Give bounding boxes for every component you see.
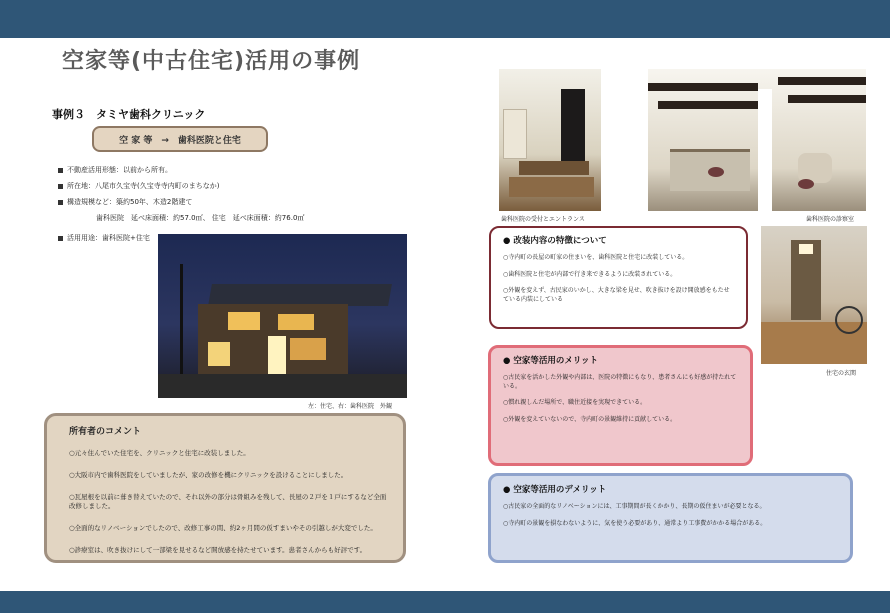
merits-item: ○慣れ親しんだ場所で、職住近接を実現できている。 bbox=[503, 399, 647, 407]
exterior-photo bbox=[158, 234, 407, 398]
entrance-photo bbox=[761, 226, 867, 364]
fact-ownership: 不動産活用形態：以前から所有。 bbox=[58, 166, 378, 182]
features-title: ● 改装内容の特徴について bbox=[503, 236, 607, 246]
owner-comment-item: ○元々住んでいた住宅を、クリニックと住宅に改装しました。 bbox=[69, 449, 250, 457]
merits-item: ○古民家を活かした外観や内部は、医院の特徴にもなり、患者さんにも好感が持たれている。 bbox=[503, 374, 737, 390]
bottom-band bbox=[0, 591, 890, 613]
owner-comment-box bbox=[44, 413, 406, 563]
demerits-item: ○古民家の全面的なリノベーションには、工事期間が長くかかり、長期の仮住まいが必要となる。 bbox=[503, 503, 766, 510]
exam-room-caption: 歯科医院の診察室 bbox=[806, 216, 855, 223]
demerits-title: ● 空家等活用のデメリット bbox=[503, 485, 607, 495]
reception-photo bbox=[499, 69, 601, 211]
exam-room-photo bbox=[648, 69, 866, 211]
fact-usage: 活用用途：歯科医院+住宅 bbox=[58, 234, 378, 250]
case-title: 事例３ タミヤ歯科クリニック bbox=[52, 108, 206, 121]
merits-box bbox=[488, 345, 753, 466]
features-item: ○寺内町の長屋の町家の住まいを、歯科医院と住宅に改装している。 bbox=[503, 254, 689, 261]
features-box bbox=[489, 226, 748, 329]
conversion-badge: 空 家 等 → 歯科医院と住宅 bbox=[92, 126, 268, 152]
reception-caption: 歯科医院の受付とエントランス bbox=[501, 216, 585, 223]
demerits-box bbox=[488, 473, 853, 563]
owner-comment-item: ○大阪市内で歯科医院をしていましたが、家の改修を機にクリニックを設けることにしました。 bbox=[69, 470, 348, 479]
owner-comment-item: ○全面的なリノベーションでしたので、改修工事の間、約2ヶ月間の仮すまいやその引越しが大変でした。 bbox=[69, 524, 377, 532]
owner-comment-item: ○瓦屋根を以前に葺き替えていたので、それ以外の部分は骨組みを残して、長屋の２戸を１戸にするなど全面改修しました。 bbox=[69, 492, 387, 511]
features-item: ○外観を変えず、古民家のいかし、大きな梁を見せ、吹き抜けを設け開放感をもたせている内装にしている bbox=[503, 287, 730, 304]
entrance-caption: 住宅の玄関 bbox=[826, 370, 857, 377]
exterior-caption: 左：住宅、右：歯科医院 外観 bbox=[308, 403, 393, 410]
top-band bbox=[0, 0, 890, 38]
fact-structure: 構造規模など：築約50年、木造2階建て bbox=[58, 198, 378, 214]
fact-floor-area: 歯科医院 延べ床面積：約57.0㎡、 住宅 延べ床面積：約76.0㎡ bbox=[96, 214, 305, 222]
demerits-item: ○寺内町の景観を損なわないように、気を使う必要があり、通常より工事費がかかる場合がある。 bbox=[503, 519, 767, 527]
owner-comment-item: ○診療室は、吹き抜けにして一部梁を見せるなど開放感を持たせています。患者さんからも好評です。 bbox=[69, 545, 367, 554]
features-item: ○歯科医院と住宅が内部で行き来できるように改装されている。 bbox=[503, 270, 677, 278]
merits-item: ○外観を変えていないので、寺内町の景観維持に貢献している。 bbox=[503, 416, 677, 424]
owner-comment-title: 所有者のコメント bbox=[69, 427, 142, 437]
fact-location: 所在地：八尾市久宝寺(久宝寺寺内町のまちなか) bbox=[58, 182, 378, 198]
merits-title: ● 空家等活用のメリット bbox=[503, 356, 599, 366]
page-title: 空家等(中古住宅)活用の事例 bbox=[62, 49, 361, 74]
